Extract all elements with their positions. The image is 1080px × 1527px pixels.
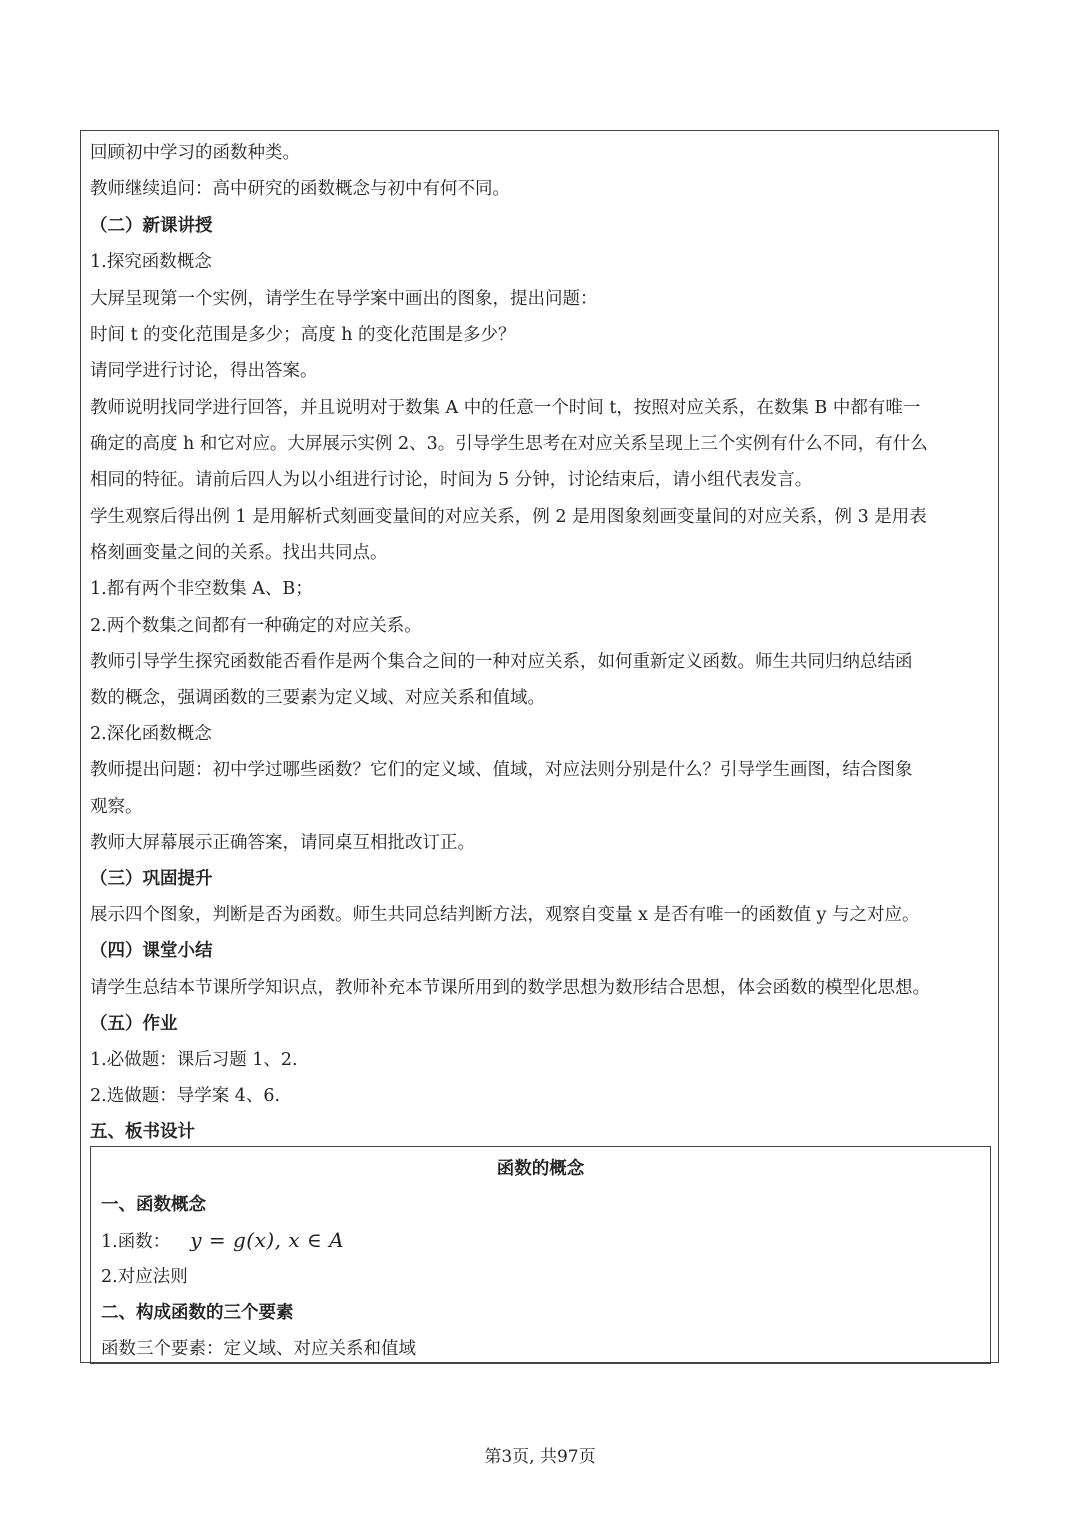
text-line: 回顾初中学习的函数种类。 <box>90 143 300 163</box>
text-line: 教师引导学生探究函数能否看作是两个集合之间的一种对应关系，如何重新定义函数。师生共同归纳总结函 <box>90 652 913 672</box>
text-line: 教师提出问题：初中学过哪些函数？它们的定义域、值域，对应法则分别是什么？引导学生画图，结合图象 <box>90 760 913 780</box>
text-line: 教师说明找同学进行回答，并且说明对于数集 A 中的任意一个时间 t，按照对应关系，在数集 B 中都有唯一 <box>90 398 921 418</box>
text-line: 展示四个图象，判断是否为函数。师生共同总结判断方法，观察自变量 x 是否有唯一的函数值 y 与之对应。 <box>90 905 920 925</box>
text-line: 教师大屏幕展示正确答案，请同桌互相批改订正。 <box>90 833 475 853</box>
section-heading: （三）巩固提升 <box>90 869 213 889</box>
page-number: 第3页, 共97页 <box>484 1447 596 1467</box>
text-line: 确定的高度 h 和它对应。大屏展示实例 2、3。引导学生思考在对应关系呈现上三个实例有什么不同，有什么 <box>90 434 928 454</box>
board-item <box>101 1222 981 1260</box>
text-line: 请同学进行讨论，得出答案。 <box>90 361 318 381</box>
section-heading: （二）新课讲授 <box>90 216 213 236</box>
board-item: 函数三个要素：定义域、对应关系和值域 <box>101 1339 416 1359</box>
text-line: 1.必做题：课后习题 1、2. <box>90 1050 298 1070</box>
board-item-label: 1.函数： <box>101 1232 171 1252</box>
function-formula: y = g(x), x ∈ A <box>190 1228 345 1252</box>
text-line: 时间 t 的变化范围是多少；高度 h 的变化范围是多少？ <box>90 325 516 345</box>
text-line: 1.都有两个非空数集 A、B； <box>90 579 313 599</box>
text-line: 请学生总结本节课所学知识点，教师补充本节课所用到的数学思想为数形结合思想，体会函数的模型化思想。 <box>90 978 930 998</box>
text-line: 大屏呈现第一个实例，请学生在导学案中画出的图象，提出问题： <box>90 289 598 309</box>
section-heading: （五）作业 <box>90 1014 178 1034</box>
section-heading: 五、板书设计 <box>90 1122 195 1142</box>
board-section-heading: 二、构成函数的三个要素 <box>101 1303 294 1323</box>
text-line: 格刻画变量之间的关系。找出共同点。 <box>90 543 388 563</box>
text-line: 观察。 <box>90 797 143 817</box>
board-item: 2.对应法则 <box>101 1267 188 1287</box>
text-line: 相同的特征。请前后四人为以小组进行讨论，时间为 5 分钟，讨论结束后，请小组代表发言。 <box>90 470 813 490</box>
section-heading: （四）课堂小结 <box>90 941 213 961</box>
text-line: 1.探究函数概念 <box>90 252 212 272</box>
text-line: 2.两个数集之间都有一种确定的对应关系。 <box>90 616 422 636</box>
board-section-heading: 一、函数概念 <box>101 1195 206 1215</box>
board-title: 函数的概念 <box>496 1159 585 1179</box>
text-line: 教师继续追问：高中研究的函数概念与初中有何不同。 <box>90 179 510 199</box>
text-line: 数的概念，强调函数的三要素为定义域、对应关系和值域。 <box>90 688 545 708</box>
text-line: 2.选做题：导学案 4、6. <box>90 1086 281 1106</box>
text-line: 2.深化函数概念 <box>90 724 212 744</box>
text-line: 学生观察后得出例 1 是用解析式刻画变量间的对应关系，例 2 是用图象刻画变量间的对应关系，例 3 是用表 <box>90 507 927 527</box>
